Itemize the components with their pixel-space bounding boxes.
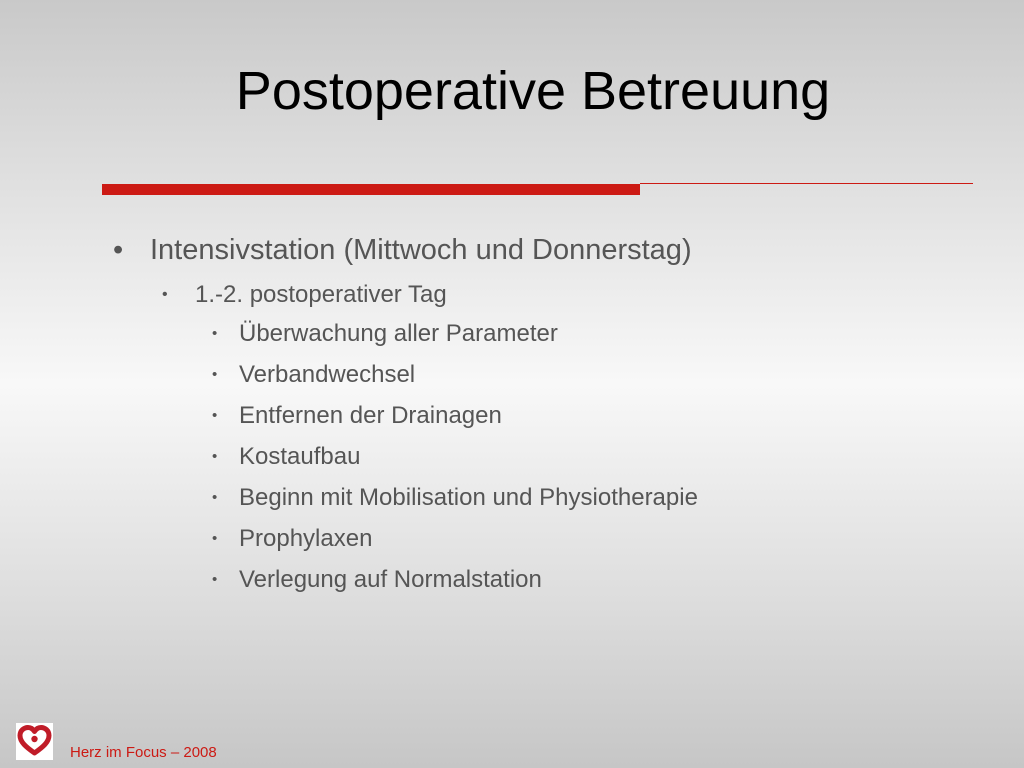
bullet-text: Verbandwechsel <box>239 361 416 388</box>
bullet-marker: • <box>212 407 218 424</box>
bullet-marker: • <box>212 571 218 588</box>
bullet-level2 <box>162 280 447 310</box>
bullet-level1 <box>113 232 692 268</box>
list-item <box>212 318 698 359</box>
footer-text: Herz im Focus – 2008 <box>70 744 217 761</box>
title-underline-thin <box>640 183 973 184</box>
bullet-text: Intensivstation (Mittwoch und Donnerstag) <box>150 234 692 266</box>
bullet-marker: • <box>212 530 218 547</box>
bullet-marker: • <box>162 286 168 303</box>
bullet-marker: • <box>212 366 218 383</box>
bullet-text: Kostaufbau <box>239 443 361 470</box>
bullet-marker: • <box>113 234 124 266</box>
heart-logo-graphic <box>16 723 53 760</box>
list-item <box>212 564 698 605</box>
list-item <box>212 523 698 564</box>
bullet-level3-list <box>212 318 698 605</box>
bullet-marker: • <box>212 489 218 506</box>
bullet-text: Beginn mit Mobilisation und Physiotherapie <box>239 484 698 511</box>
bullet-marker: • <box>212 448 218 465</box>
bullet-marker: • <box>212 325 218 342</box>
bullet-text: Verlegung auf Normalstation <box>239 566 542 593</box>
list-item <box>212 359 698 400</box>
bullet-text: Prophylaxen <box>239 525 373 552</box>
list-item <box>212 400 698 441</box>
bullet-text: Entfernen der Drainagen <box>239 402 502 429</box>
list-item <box>212 441 698 482</box>
heart-logo-icon <box>16 723 53 760</box>
title-underline-thick <box>102 184 640 195</box>
bullet-text: 1.-2. postoperativer Tag <box>195 281 447 308</box>
list-item <box>212 482 698 523</box>
bullet-text: Überwachung aller Parameter <box>239 320 558 347</box>
slide-title: Postoperative Betreuung <box>235 61 831 121</box>
